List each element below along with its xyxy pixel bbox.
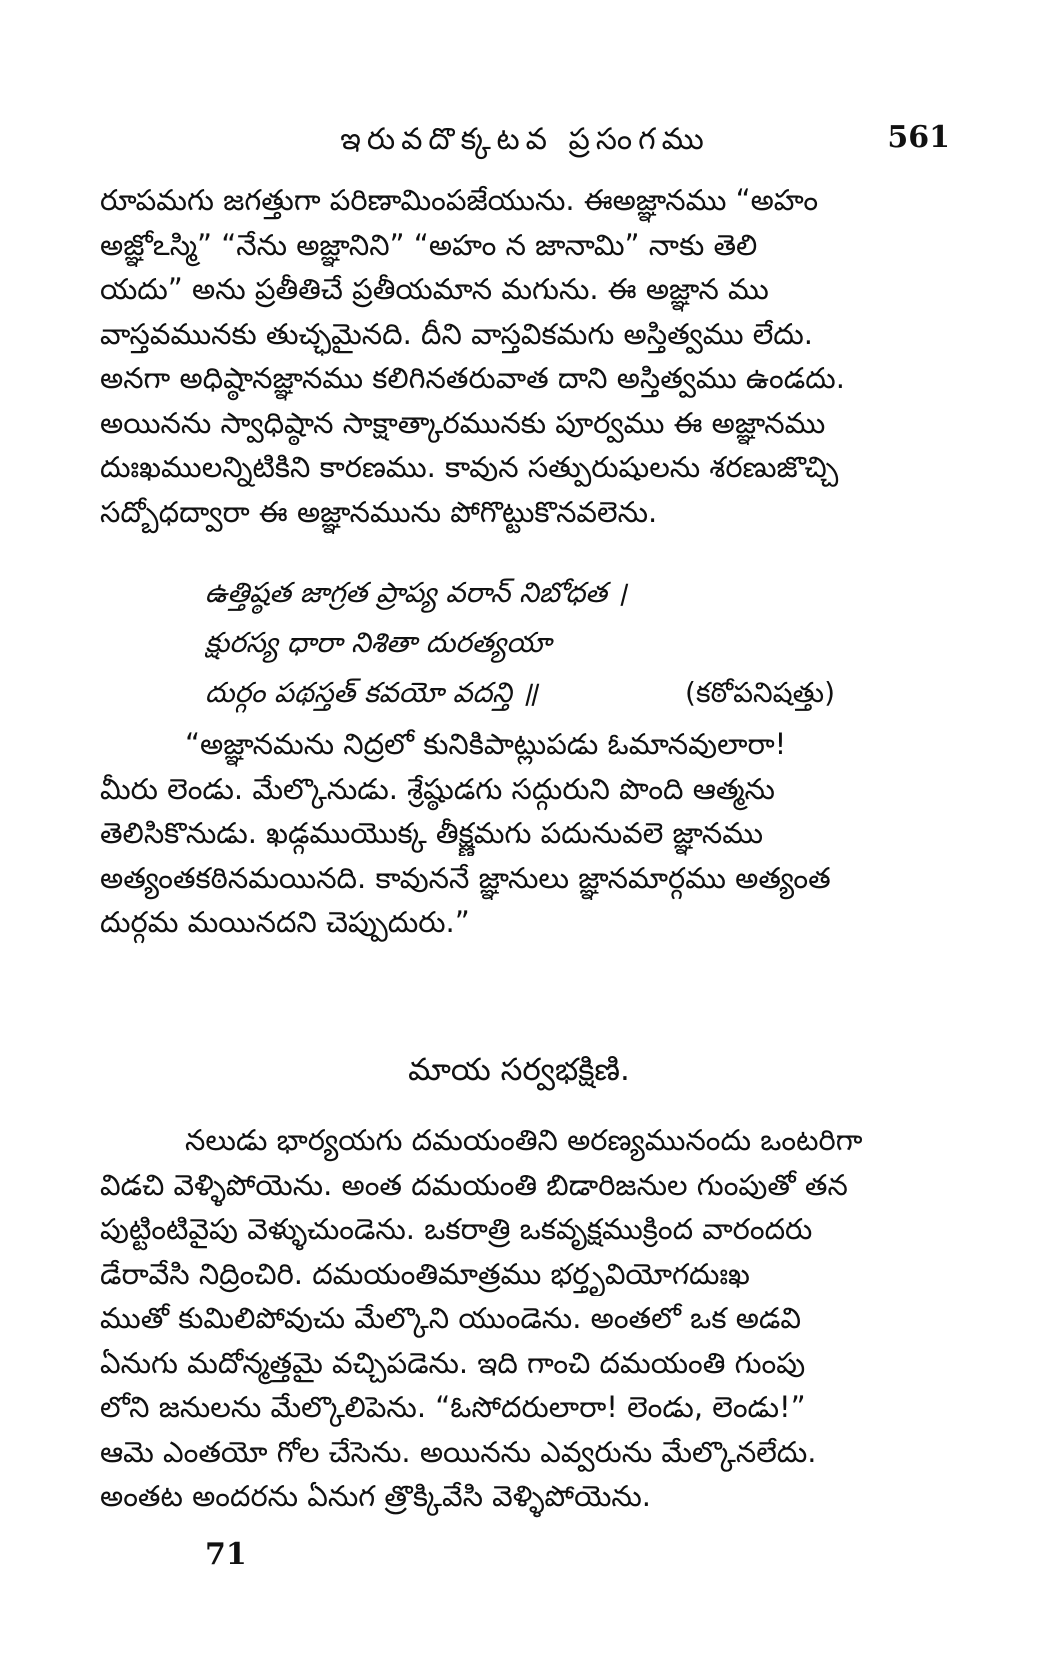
- text-line: ఏనుగు మదోన్మత్తమై వచ్చిపడెను. ఇది గాంచి దమయంతి గుంపు: [100, 1345, 806, 1380]
- paragraph-3: [100, 1118, 950, 1519]
- sanskrit-verse: [205, 568, 905, 718]
- text-line: మీరు లెండు. మేల్కొనుడు. శ్రేష్ఠుడగు సద్గురుని పొంది ఆత్మను: [100, 771, 775, 806]
- text-line: అజ్ఞోఽస్మి” “నేను అజ్ఞానిని” “అహం న జానామి” నాకు తెలి: [100, 227, 758, 262]
- verse-citation: (కఠోపనిషత్తు): [685, 676, 835, 709]
- text-line: సద్బోధద్వారా ఈ అజ్ఞానమును పోగొట్టుకొనవలెను.: [100, 494, 658, 529]
- text-line: అయినను స్వాధిష్ఠాన సాక్షాత్కారమునకు పూర్వము ఈ అజ్ఞానము: [100, 405, 826, 440]
- text-line: నలుడు భార్యయగు దమయంతిని అరణ్యమునందు ఒంటరిగా: [185, 1123, 863, 1157]
- running-title: ఇరువదొక్కటవ ప్రసంగము: [340, 122, 710, 157]
- verse-line: ఉత్తిష్ఠత జాగ్రత ప్రాప్య వరాన్ నిబోధత ।: [205, 576, 627, 609]
- text-line: తెలిసికొనుడు. ఖడ్గముయొక్క తీక్ష్ణమగు పదునువలె జ్ఞానము: [100, 816, 764, 850]
- verse-line: క్షురస్య ధారా నిశితా దురత్యయా: [205, 626, 552, 659]
- page-header: [100, 118, 950, 168]
- text-line: ముతో కుమిలిపోవుచు మేల్కొని యుండెను. అంతలో ఒక అడవి: [100, 1301, 801, 1335]
- text-line: రూపమగు జగత్తుగా పరిణామింపజేయును. ఈఅజ్ఞానము “అహం: [100, 183, 819, 217]
- text-line: యదు” అను ప్రతీతిచే ప్రతీయమాన మగును. ఈ అజ్ఞాన ము: [100, 272, 769, 306]
- text-line: డేరావేసి నిద్రించిరి. దమయంతిమాత్రము భర్తృవియోగదుఃఖ: [100, 1256, 750, 1291]
- text-line: విడచి వెళ్ళిపోయెను. అంత దమయంతి బిడారిజనుల గుంపుతో తన: [100, 1167, 848, 1202]
- text-line: “అజ్ఞానమను నిద్రలో కునికిపాట్లుపడు ఓమానవులారా!: [185, 727, 787, 761]
- text-line: అంతట అందరను ఏనుగ త్రొక్కివేసి వెళ్ళిపోయెను.: [100, 1479, 651, 1513]
- paragraph-1: [100, 178, 950, 534]
- text-line: పుట్టింటివైపు వెళ్ళుచుండెను. ఒకరాత్రి ఒకవృక్షముక్రింద వారందరు: [100, 1212, 813, 1246]
- page-number: 561: [887, 120, 950, 155]
- text-line: అత్యంతకఠినమయినది. కావుననే జ్ఞానులు జ్ఞానమార్గము అత్యంత: [100, 860, 831, 895]
- text-line: వాస్తవమునకు తుచ్ఛమైనది. దీని వాస్తవికమగు అస్తిత్వము లేదు.: [100, 316, 813, 351]
- text-line: దుర్గమ మయినదని చెప్పుదురు.”: [100, 905, 470, 939]
- verse-line-text: దుర్గం పథస్తత్ కవయో వదన్తి ॥: [205, 676, 538, 709]
- text-line: అనగా అధిష్ఠానజ్ఞానము కలిగినతరువాత దాని అస్తిత్వము ఉండదు.: [100, 361, 845, 395]
- text-line: ఆమె ఎంతయో గోల చేసెను. అయినను ఎవ్వరును మేల్కొనలేదు.: [100, 1434, 817, 1469]
- paragraph-2: [100, 722, 950, 945]
- section-heading: మాయ సర్వభక్షిణి.: [408, 1052, 630, 1088]
- signature-mark: 71: [205, 1537, 247, 1572]
- text-line: దుఃఖములన్నిటికిని కారణము. కావున సత్పురుషులను శరణుజొచ్చి: [100, 450, 839, 484]
- text-line: లోని జనులను మేల్కొలిపెను. “ఓసోదరులారా! లెండు, లెండు!”: [100, 1390, 806, 1424]
- verse-line: [205, 668, 905, 718]
